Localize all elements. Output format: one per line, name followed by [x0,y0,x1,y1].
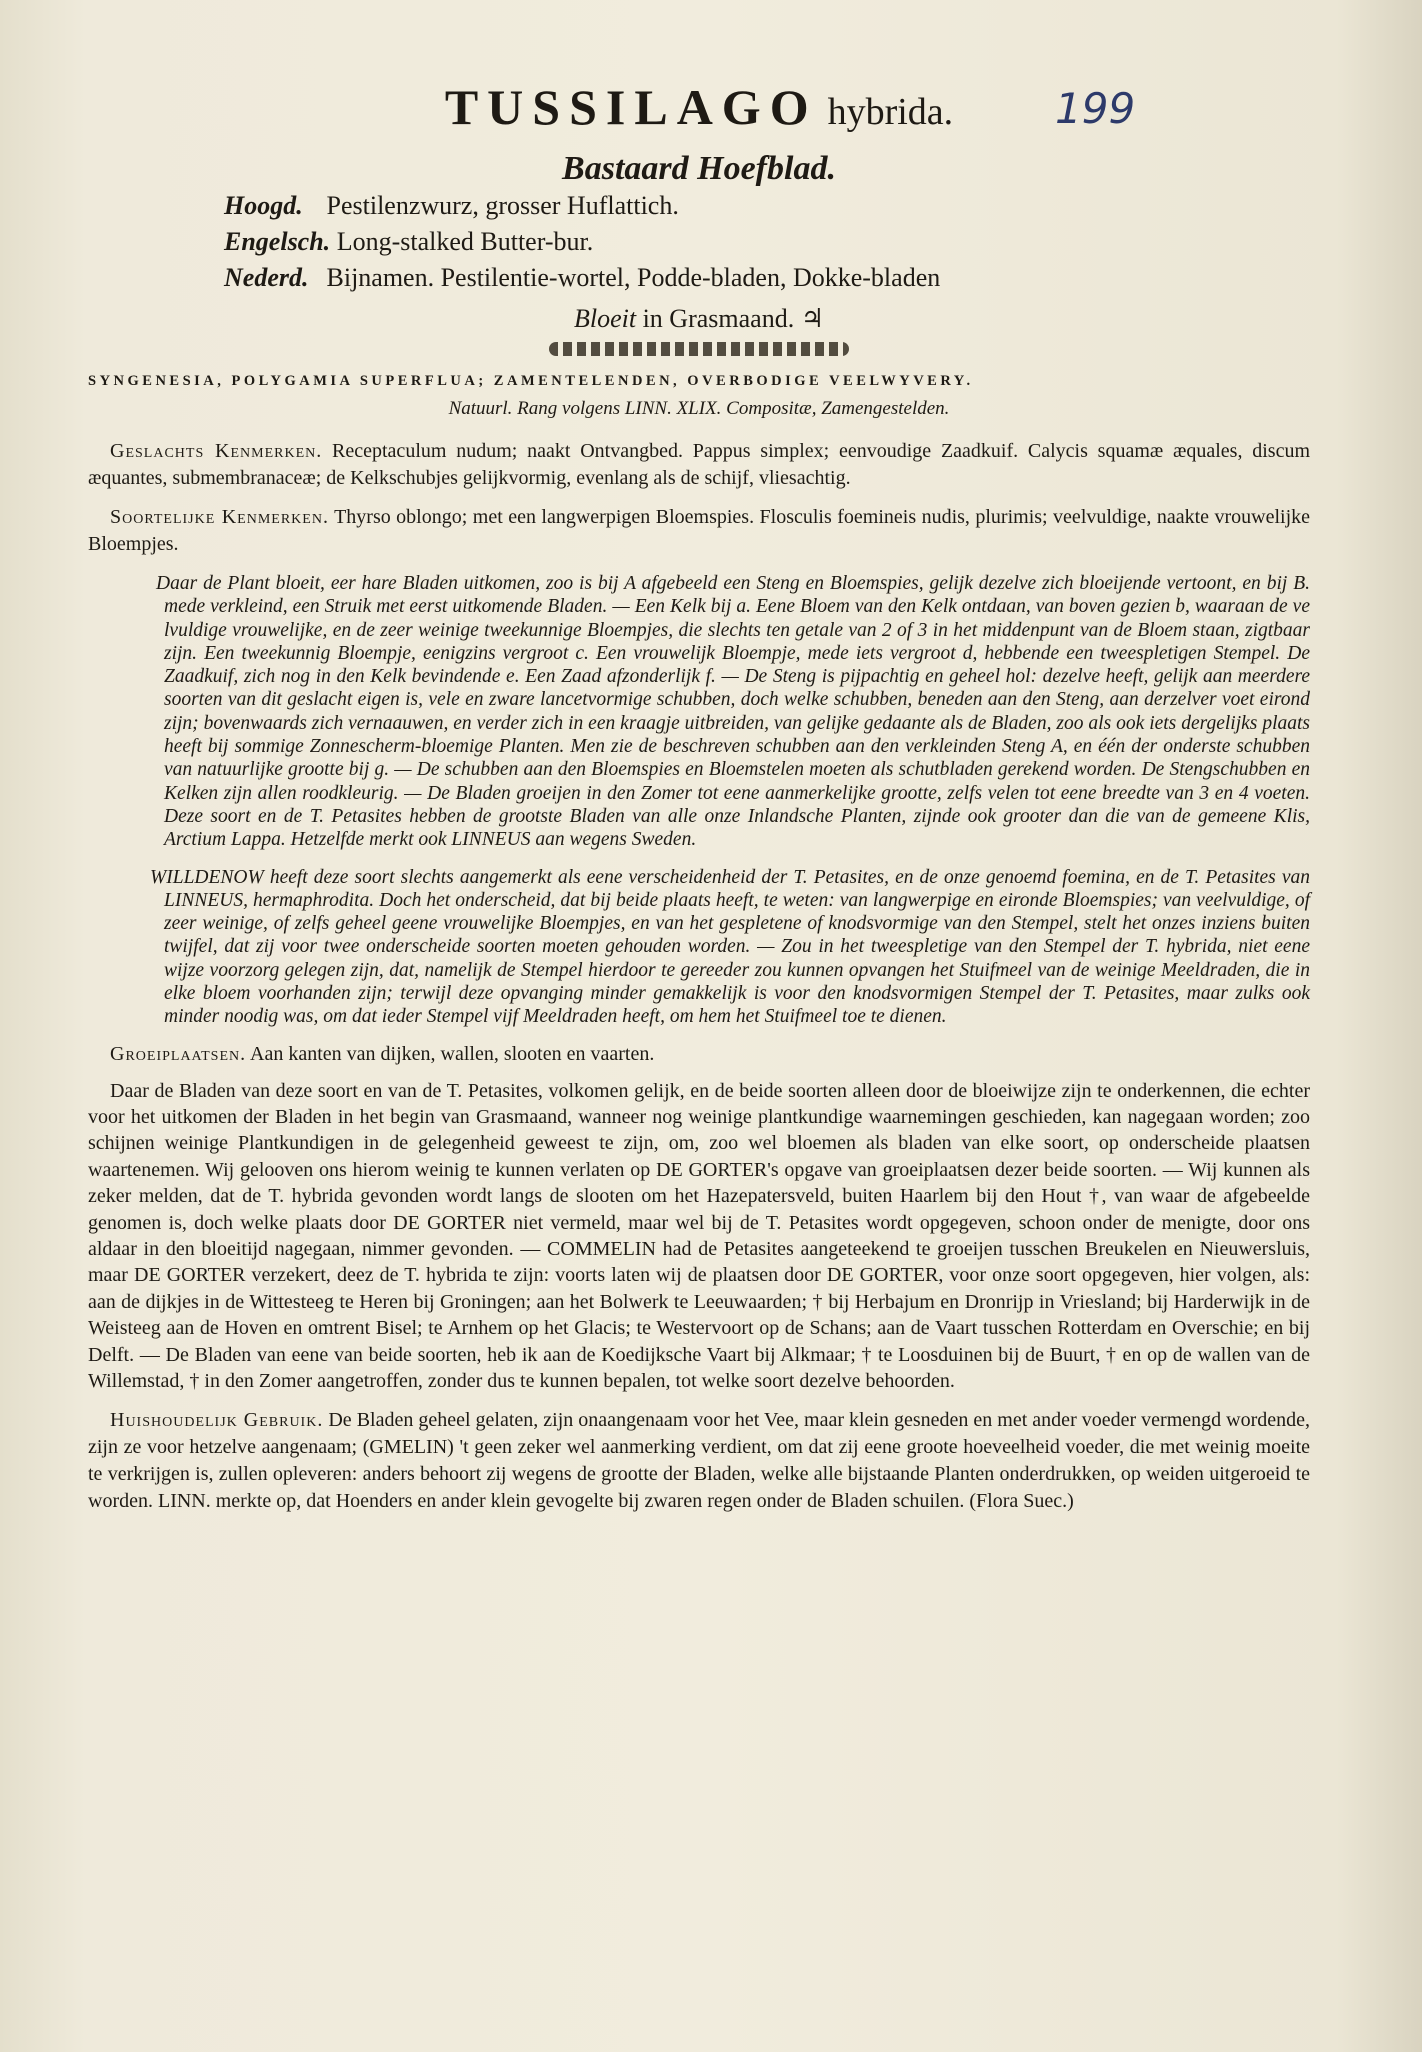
bloom-prefix: Bloeit [573,304,637,333]
section-text: Receptaculum nudum; naakt Ontvangbed. Pappus simplex; eenvoudige Zaadkuif. Calycis squamæ æquales, discum æquantes, submembranaceæ; de Kelkschubjes gelijkvormig, evenlang als de schijf, vliesachtig. [88,440,1311,489]
vernacular-lang: Hoogd. [224,191,303,220]
page-content [88,78,1310,1515]
section-text: Aan kanten van dijken, wallen, slooten en vaarten. [250,1042,655,1065]
species-characteristics [88,504,1310,558]
title-row [88,78,1310,148]
willdenow-note: WILLDENOW heeft deze soort slechts aangemerkt als eene verscheidenheid der T. Petasites, en de onze genoemd foemina, en de T. Petasites van LINNEUS, hermaphrodita. Doch het onderscheid, dat bij beide plaats heeft, te weten: van langwerpige en eironde Bloemspies; van veelvuldige, of zeer weinige, of zelfs geheel geene vrouwelijke Bloempjes, en van het gespletene of knodsvormige van den Stempel, stelt het onzes inziens buiten twijfel, dat zij voor twee onderscheide soorten moeten gehouden worden. — Zou in het tweespletige van den Stempel der T. hybrida, niet eene wijze voorzorg gelegen zijn, dat, namelijk de Stempel hierdoor te gereeder zou kunnen opvangen het Stuifmeel van de weinige Meeldraden, die in elke bloem voorhanden zijn; terwijl deze opvanging minder gemakkelijk is voor den knodsvormigen Stempel der T. Petasites, maar zulks ook minder noodig was, om dat ieder Stempel vijf Meeldraden heeft, om hem het Stuifmeel toe te dienen. [150,866,1310,1028]
genus-name: TUSSILAGO [444,79,818,135]
habitat-section [88,1041,1310,1068]
vernacular-lang: Nederd. [224,263,309,292]
section-text: De Bladen geheel gelaten, zijn onaangenaam voor het Vee, maar klein gesneden en met ander voeder vermengd wordende, zijn ze voor hetzelve aangenaam; (GMELIN) 't geen zeker wel aanmerking verdient, om dat zij eene groote hoeveelheid voeder, die met weinig moeite te verkrijgen is, zullen opleveren: anders behoort zij wegens de grootte der Bladen, welke alle bijstaande Planten onderdrukken, op weiden uitgeroeid te worden. LINN. merkte op, dat Hoenders en ander klein gevogelte bij zwaren regen onder de Bladen schuilen. (Flora Suec.) [88,1408,1311,1512]
handwritten-page-number: 199 [1055,84,1136,133]
ornamental-divider [549,342,849,356]
vernacular-name: Long-stalked Butter-bur. [336,227,594,256]
genus-characteristics [88,438,1310,492]
natural-rank: Natuurl. Rang volgens LINN. XLIX. Compositæ, Zamengestelden. [448,398,950,419]
household-use-section [88,1407,1310,1515]
habitat-body: Daar de Bladen van deze soort en van de T. Petasites, volkomen gelijk, en de beide soorten alleen door de bloeiwijze zijn te onderkennen, die echter voor het uitkomen der Bladen in het begin van Grasmaand, wanneer nog weinige plantkundige waarnemingen geschieden, kan nagegaan worden; zoo schijnen weinige Plantkundigen in de gelegenheid geweest te zijn, om, zoo wel bloemen als bladen van elke soort, op onderscheide plaatsen waartenemen. Wij gelooven ons hierom weinig te kunnen verlaten op DE GORTER's opgave van groeiplaatsen dezer beide soorten. — Wij kunnen als zeker melden, dat de T. hybrida gevonden wordt langs de slooten om het Hazepatersveld, buiten Haarlem bij den Hout †, van waar de afgebeelde genomen is, doch welke plaats door DE GORTER niet vermeld, maar wel bij de T. Petasites wordt opgegeven, schoon onder de menigte, door ons aldaar in den bloeitijd nagegaan, nimmer gevonden. — COMMELIN had de Petasites aangeteekend te groeijen tusschen Breukelen en Nieuwersluis, maar DE GORTER verzekert, deez de T. hybrida te zijn: voorts laten wij de plaatsen door DE GORTER, voor onze soort opgegeven, hier volgen, als: aan de dijkjes in de Wittesteeg te Heren bij Groningen; aan het Bolwerk te Leeuwaarden; † bij Herbajum en Dronrijp in Vriesland; bij Harderwijk in de Weisteeg aan de Hoven en omtrent Bisel; te Arnhem op het Glacis; te Westervoort op de Schans; aan de Vaart tusschen Rotterdam en Overschie; en bij Delft. — De Bladen van eene van beide soorten, heb ik aan de Koedijksche Vaart bij Alkmaar; † te Loosduinen bij de Buurt, † en op de wallen van de Willemstad, † in den Zomer aangetroffen, zonder dus te kunnen bepalen, tot welke soort dezelve behoorden. [88,1079,1310,1393]
vernacular-row [224,260,1310,296]
dutch-common-name: Bastaard Hoefblad. [562,150,836,187]
vernacular-lang: Engelsch. [224,227,331,256]
bloom-time [88,300,1310,338]
linnaean-system: SYNGENESIA, POLYGAMIA SUPERFLUA; ZAMENTELENDEN, OVERBODIGE VEELWYVERY. [88,373,974,389]
page-title [445,78,953,136]
section-heading: Groeiplaatsen. [110,1042,247,1065]
vernacular-row [224,188,1310,224]
section-heading: Soortelijke Kenmerken. [110,506,329,528]
vernacular-names [224,188,1310,296]
section-heading: Huishoudelijk Gebruik. [110,1408,324,1431]
vernacular-name: Pestilenzwurz, grosser Huflattich. [326,191,679,220]
section-text: Thyrso oblongo; met een langwerpigen Bloemspies. Flosculis foemineis nudis, plurimis; veelvuldige, naakte vrouwelijke Bloempjes. [88,506,1311,555]
species-name: hybrida. [827,91,954,133]
vernacular-row [224,224,1310,260]
plate-description: Daar de Plant bloeit, eer hare Bladen uitkomen, zoo is bij A afgebeeld een Steng en Bloemspies, gelijk dezelve zich bloeijende vertoont, en bij B. mede verkleind, een Struik met eerst uitkomende Bladen. — Een Kelk bij a. Eene Bloem van den Kelk ontdaan, van boven gezien b, waaraan de ve lvuldige vrouwelijke, en de zeer weinige tweekunnige Bloempjes, die slechts ten getale van 2 of 3 in het middenpunt van de Bloem staan, zigtbaar zijn. Een tweekunnig Bloempje, eenigzins vergroot c. Een vrouwelijk Bloempje, mede iets vergroot d, hebbende een tweespletigen Stempel. De Zaadkuif, zich nog in den Kelk bevindende e. Een Zaad afzonderlijk f. — De Steng is pijpachtig en geheel hol: dezelve heeft, gelijk aan meerdere soorten van dit geslacht eigen is, vele en zware lancetvormige schubben, doch welke schubben, beneden aan den Steng, aan derzelver voet eirond zijn; bovenwaards zich vernaauwen, en verder zich in een kraagje uitbreiden, van gelijke gedaante als de Bladen, zoo als ook iets dergelijks plaats heeft bij sommige Zonnescherm-bloemige Planten. Men zie de beschreven schubben aan den verkleinden Steng A, en één der onderste schubben van natuurlijke grootte bij g. — De schubben aan den Bloemspies en Bloemstelen moeten als schutbladen gerekend worden. De Stengschubben en Kelken zijn allen roodkleurig. — De Bladen groeijen in den Zomer tot eene aanmerkelijke grootte, zelfs velen tot eene breedte van 3 en 4 voeten. Deze soort en de T. Petasites hebben de grootste Bladen van alle onze Inlandsche Planten, zijnde ook grooter dan die van de gemeene Klis, Arctium Lappa. Hetzelfde merkt ook LINNEUS aan wegens Sweden. [156,573,1310,851]
section-heading: Geslachts Kenmerken. [110,440,323,462]
vernacular-name: Bijnamen. Pestilentie-wortel, Podde-bladen, Dokke-bladen [326,263,941,292]
bloom-text: in Grasmaand. ♃ [642,304,825,333]
